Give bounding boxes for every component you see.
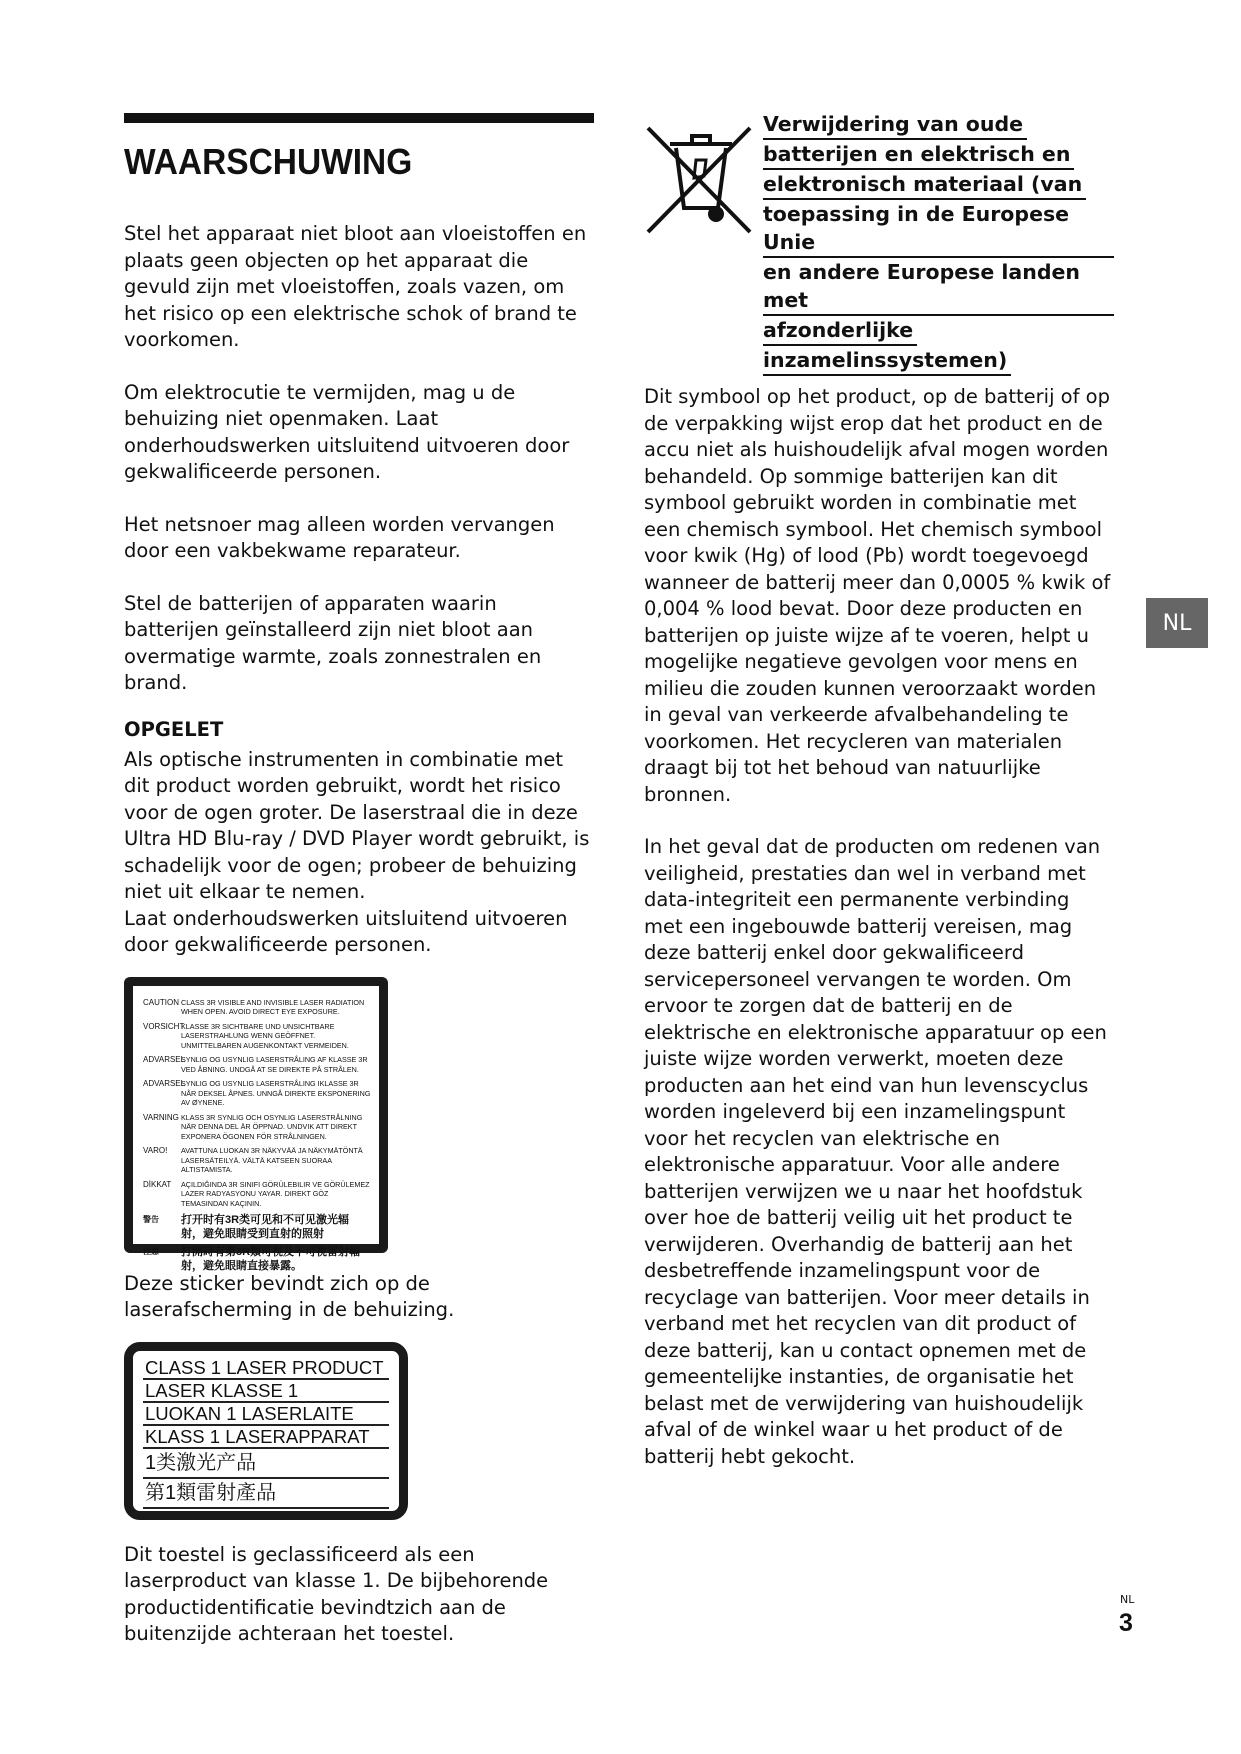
- class-label-line: LUOKAN 1 LASERLAITE: [143, 1403, 389, 1426]
- weee-title-line: Verwijdering van oude: [763, 110, 1027, 140]
- warning-heading: WAARSCHUWING: [124, 141, 413, 182]
- caution-label-row: ADVARSEL SYNLIG OG USYNLIG LASERSTRÅLING IKLASSE 3R NÅR DEKSEL ÅPNES. UNNGÅ DIREKTE EKSPONERING AV ØYNENE.: [143, 1079, 371, 1107]
- left-column: [124, 113, 594, 1648]
- weee-title: [763, 110, 1114, 376]
- opgelet-paragraph-2: Laat onderhoudswerken uitsluitend uitvoeren door gekwalificeerde personen.: [124, 906, 568, 956]
- class1-laser-label: [124, 1342, 408, 1520]
- class-label-line: 1类激光产品: [143, 1449, 389, 1479]
- weee-title-line: elektronisch materiaal (van: [763, 170, 1086, 200]
- caution-label-row: ADVARSEL SYNLIG OG USYNLIG LASERSTRÅLING AF KLASSE 3R VED ÅBNING. UNDGÅ AT SE DIREKTE PÅ STRÅLEN.: [143, 1055, 368, 1074]
- warning-paragraph-1: Stel het apparaat niet bloot aan vloeistoffen en plaats geen objecten op het apparaat die gevuld zijn met vloeistoffen, zoals vazen, om het risico op een elektrische schok of brand te voorkomen.: [124, 222, 587, 351]
- weee-paragraph-1: Dit symbool op het product, op de batterij of op de verpakking wijst erop dat het product en de accu niet als huishoudelijk afval mogen worden behandeld. Op sommige batterijen kan dit symbool gebruikt worden in combinatie met een chemisch symbool. Het chemisch symbool voor kwik (Hg) of lood (Pb) wordt toegevoegd wanneer de batterij meer dan 0,0005 % kwik of 0,004 % lood bevat. Door deze producten en batterijen op juiste wijze af te voeren, helpt u mogelijke negatieve gevolgen voor mens en milieu die zouden kunnen veroorzaakt worden in geval van verkeerde afvalbehandeling te voorkomen. Het recycleren van materialen draagt bij tot het behoud van natuurlijke bronnen.: [644, 385, 1111, 806]
- caution-label-row: 注意 打開時有第3R類可視及不可視雷射輻射，避免眼睛直接暴露。: [143, 1246, 361, 1272]
- language-side-tab: NL: [1146, 598, 1208, 648]
- footer-language: NL: [1120, 1593, 1135, 1606]
- class-label-line: 第1類雷射產品: [143, 1479, 389, 1509]
- caution-label-row: VARNING KLASS 3R SYNLIG OCH OSYNLIG LASERSTRÅLNING NÄR DENNA DEL ÄR ÖPPNAD. UNDVIK ATT DIREKT EXPONERA ÖGONEN FÖR STRÅLNINGEN.: [143, 1112, 363, 1141]
- weee-title-line: batterijen en elektrisch en: [763, 140, 1074, 170]
- caution-label-row: VARO! AVATTUNA LUOKAN 3R NÄKYVÄÄ JA NÄKYMÄTÖNTÄ LASERSÄTEILYÄ. VÄLTÄ KATSEEN SUORAA ALTISTAMISTA.: [143, 1146, 363, 1174]
- sticker-location-text: Deze sticker bevindt zich op de laserafscherming in de behuizing.: [124, 1271, 455, 1321]
- caution-label-row: CAUTION CLASS 3R VISIBLE AND INVISIBLE LASER RADIATION WHEN OPEN. AVOID DIRECT EYE EXPOSURE.: [143, 997, 365, 1016]
- crossed-out-bin-icon: [644, 120, 754, 240]
- weee-title-line: inzamelinssystemen): [763, 346, 1011, 376]
- heading-rule: [124, 113, 594, 123]
- page-number: 3: [1119, 1609, 1133, 1637]
- weee-paragraph-2: In het geval dat de producten om redenen van veiligheid, prestaties dan wel in verband met data-integriteit een permanente verbinding met een ingebouwde batterij vereisen, mag deze batterij enkel door gekwalificeerd servicepersoneel vervangen te worden. Om ervoor te zorgen dat de batterij en de elektrische en elektronische apparatuur op een juiste wijze worden verwerkt, moeten deze producten aan het eind van hun levenscyclus worden ingeleverd bij een inzamelingspunt voor het recyclen van elektrische en elektronische apparatuur. Voor alle andere batterijen verwijzen we u naar het hoofdstuk over hoe de batterij veilig uit het product te verwijderen. Overhandig de batterij aan het desbetreffende inzamelingspunt voor de recyclage van batterijen. Voor meer details in verband met het recyclen van dit product of deze batterij, kan u contact opnemen met de gemeentelijke instanties, de organisatie het belast met de verwijdering van huishoudelijk afval of de winkel waar u het product of de batterij hebt gekocht.: [644, 835, 1107, 1468]
- opgelet-paragraph: Als optische instrumenten in combinatie met dit product worden gebruikt, wordt het risico voor de ogen groter. De laserstraal die in deze Ultra HD Blu-ray / DVD Player wordt gebruikt, is schadelijk voor de ogen; probeer de behuizing niet uit elkaar te nemen.: [124, 747, 590, 903]
- weee-header: [644, 110, 1114, 376]
- class-label-line: CLASS 1 LASER PRODUCT: [143, 1357, 389, 1380]
- weee-title-line: toepassing in de Europese Unie: [763, 200, 1114, 258]
- caution-label-row: VORSICHT KLASSE 3R SICHTBARE UND UNSICHTBARE LASERSTRAHLUNG WENN GEÖFFNET. UNMITTELBAREN AUGENKONTAKT VERMEIDEN.: [143, 1021, 349, 1050]
- warning-paragraph-2: Om elektrocutie te vermijden, mag u de behuizing niet openmaken. Laat onderhoudswerken uitsluitend uitvoeren door gekwalificeerde personen.: [124, 380, 570, 483]
- weee-title-line: afzonderlijke: [763, 316, 917, 346]
- right-column: [644, 110, 1114, 1470]
- class-label-line: LASER KLASSE 1: [143, 1380, 389, 1403]
- laser-class-paragraph: Dit toestel is geclassificeerd als een laserproduct van klasse 1. De bijbehorende productidentificatie bevindtzich aan de buitenzijde achteraan het toestel.: [124, 1542, 549, 1645]
- warning-paragraph-4: Stel de batterijen of apparaten waarin batterijen geïnstalleerd zijn niet bloot aan overmatige warmte, zoals zonnestralen en brand.: [124, 591, 542, 694]
- warning-paragraph-3: Het netsnoer mag alleen worden vervangen door een vakbekwame reparateur.: [124, 512, 555, 562]
- caution-label-row: DİKKAT AÇILDIĞINDA 3R SINIFI GÖRÜLEBILIR VE GÖRÜLEMEZ LAZER RADYASYONU YAYAR. DIREKT GÖZ TEMASINDAN KAÇININ.: [143, 1179, 370, 1208]
- caution-label-row: 警告 打开时有3R类可见和不可见激光辐射，避免眼睛受到直射的照射: [143, 1214, 350, 1240]
- class-label-line: KLASS 1 LASERAPPARAT: [143, 1426, 389, 1449]
- opgelet-heading: OPGELET: [124, 717, 224, 741]
- weee-title-line: en andere Europese landen met: [763, 258, 1114, 316]
- laser-caution-label: [124, 977, 388, 1272]
